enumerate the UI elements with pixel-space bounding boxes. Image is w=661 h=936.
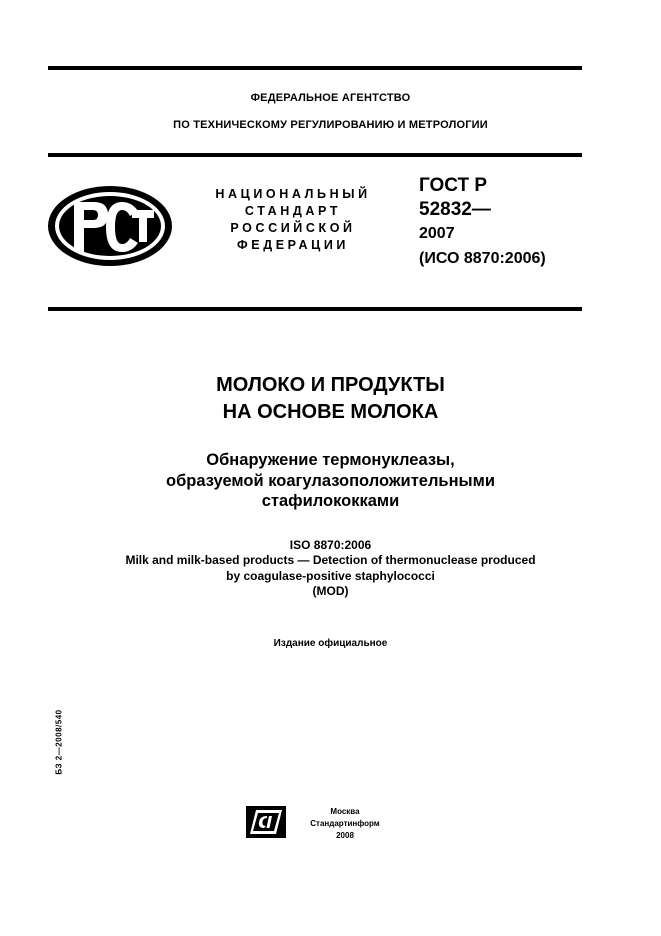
publisher-year: 2008 [336,831,354,840]
iso-modification: (MOD) [312,584,349,598]
document-subtitle-line-1: Обнаружение термонуклеазы, [206,451,455,469]
publisher-name: Стандартинформ [310,819,380,828]
national-standard-line-1: НАЦИОНАЛЬНЫЙ [215,187,371,201]
header-rule [48,153,582,157]
document-subtitle-line-2: образуемой коагулазоположительными [166,472,495,490]
iso-title-line-1: Milk and milk-based products — Detection of thermonuclease produced [125,553,536,567]
standard-designation [419,174,599,272]
designation-line-3: 2007 [419,225,455,242]
edition-label: Издание официальное [273,638,388,649]
national-standard-line-2: СТАНДАРТ [244,204,342,218]
side-registration-code: БЗ 2—2008/540 [54,709,64,775]
national-standard-label [198,186,388,254]
iso-number: ISO 8870:2006 [289,538,372,552]
publisher-city: Москва [330,807,360,816]
publisher-imprint [295,806,395,842]
agency-line-1: ФЕДЕРАЛЬНОЕ АГЕНТСТВО [250,92,411,104]
national-standard-line-3: РОССИЙСКОЙ [230,221,356,235]
iso-title-line-2: by coagulase-positive staphylococci [226,569,435,583]
gost-logo-icon [46,184,174,268]
designation-rule [48,307,582,311]
designation-line-1: ГОСТ Р [419,175,488,196]
agency-line-2: ПО ТЕХНИЧЕСКОМУ РЕГУЛИРОВАНИЮ И МЕТРОЛОГИИ [173,119,488,131]
top-rule [48,66,582,70]
designation-line-2: 52832— [419,199,491,220]
designation-line-4: (ИСО 8870:2006) [419,250,546,267]
document-title-line-1: МОЛОКО И ПРОДУКТЫ [216,374,445,396]
document-subtitle-line-3: стафилококками [261,492,400,510]
national-standard-line-4: ФЕДЕРАЦИИ [236,238,349,252]
document-title-line-2: НА ОСНОВЕ МОЛОКА [222,401,439,423]
publisher-logo-icon [246,806,286,838]
